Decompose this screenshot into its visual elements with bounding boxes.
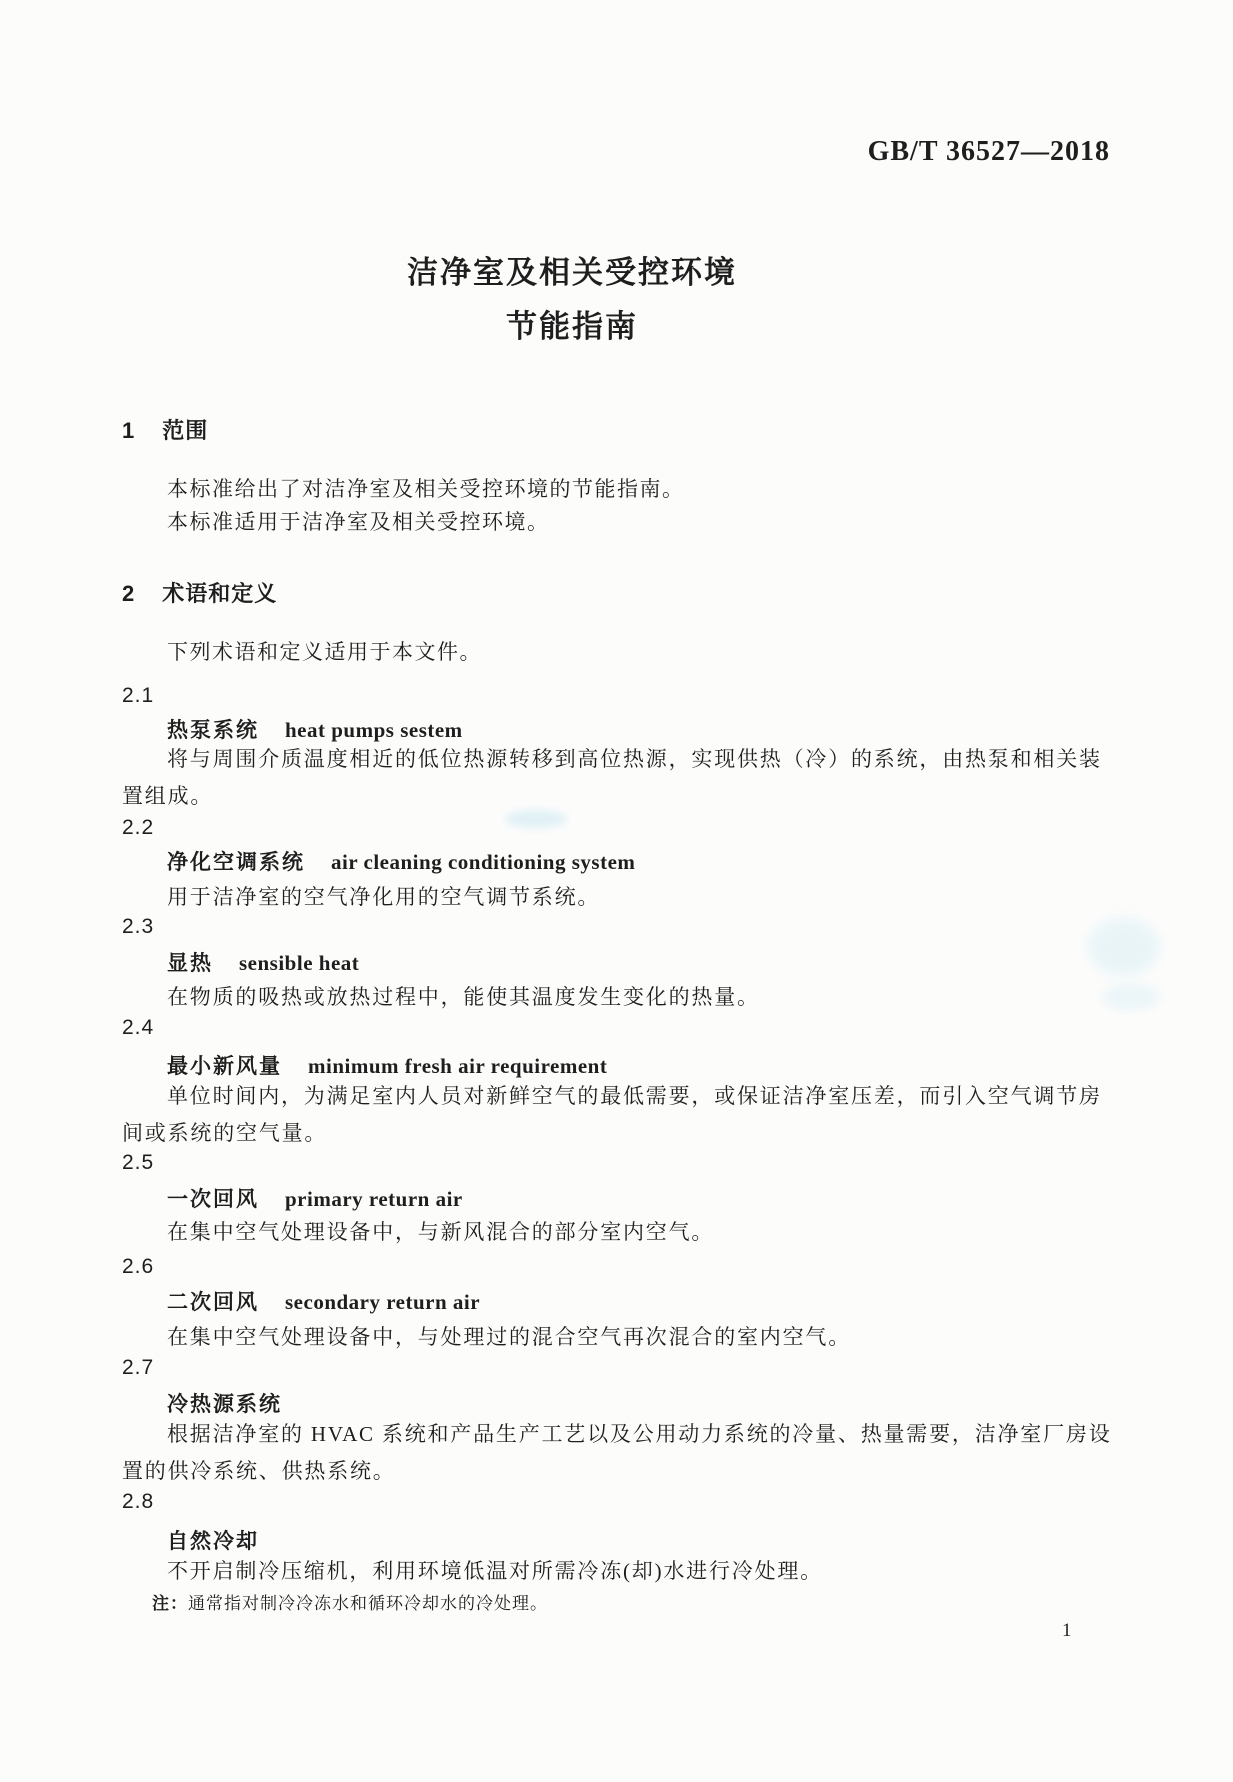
term-number: 2.4 [122, 1016, 155, 1039]
term-zh: 显热 [167, 952, 213, 975]
term-zh: 自然冷却 [167, 1530, 259, 1553]
term-note [152, 1589, 548, 1614]
term-heading [167, 1525, 259, 1555]
term-zh: 冷热源系统 [167, 1393, 282, 1416]
section-title: 范围 [162, 418, 209, 443]
term-heading [167, 1183, 463, 1213]
section-number: 1 [122, 418, 136, 443]
term-number: 2.6 [122, 1255, 155, 1278]
term-definition: 在集中空气处理设备中，与处理过的混合空气再次混合的室内空气。 [167, 1325, 851, 1349]
term-en: secondary return air [285, 1290, 481, 1314]
section-heading-terms [122, 577, 277, 608]
term-definition: 单位时间内，为满足室内人员对新鲜空气的最低需要，或保证洁净室压差，而引入空气调节房间或系统的空气量。 [122, 1084, 1102, 1145]
standard-code: GB/T 36527—2018 [867, 136, 1110, 167]
term-zh: 净化空调系统 [167, 851, 305, 874]
term-definition: 在集中空气处理设备中，与新风混合的部分室内空气。 [167, 1220, 715, 1244]
term-en: primary return air [285, 1187, 463, 1211]
page-number: 1 [1062, 1620, 1072, 1641]
term-definition: 用于洁净室的空气净化用的空气调节系统。 [167, 885, 601, 909]
term-heading [167, 714, 463, 744]
term-definition: 在物质的吸热或放热过程中，能使其温度发生变化的热量。 [167, 985, 760, 1009]
term-definition: 不开启制冷压缩机，利用环境低温对所需冷冻(却)水进行冷处理。 [167, 1559, 823, 1583]
term-number: 2.5 [122, 1151, 155, 1174]
term-en: air cleaning conditioning system [331, 850, 636, 874]
term-zh: 热泵系统 [167, 719, 259, 742]
terms-intro: 下列术语和定义适用于本文件。 [167, 640, 482, 664]
term-definition: 根据洁净室的 HVAC 系统和产品生产工艺以及公用动力系统的冷量、热量需要，洁净室厂房设置的供冷系统、供热系统。 [122, 1422, 1112, 1483]
scope-paragraphs [122, 473, 1114, 539]
term-heading [167, 846, 635, 876]
term-number: 2.8 [122, 1490, 155, 1513]
section-title: 术语和定义 [162, 581, 278, 606]
term-heading [167, 1388, 282, 1418]
document-title: 洁净室及相关受控环境 [407, 255, 737, 290]
term-heading [167, 947, 359, 977]
term-heading [167, 1050, 607, 1080]
document-subtitle: 节能指南 [506, 309, 638, 344]
term-zh: 一次回风 [167, 1188, 259, 1211]
scope-paragraph: 本标准适用于洁净室及相关受控环境。 [167, 510, 550, 534]
scope-paragraph: 本标准给出了对洁净室及相关受控环境的节能指南。 [167, 477, 685, 501]
term-en: minimum fresh air requirement [308, 1054, 608, 1078]
note-text: 通常指对制冷冷冻水和循环冷却水的冷处理。 [188, 1594, 548, 1613]
section-heading-scope [122, 414, 208, 445]
term-number: 2.1 [122, 684, 155, 707]
term-zh: 最小新风量 [167, 1055, 282, 1078]
term-en: sensible heat [239, 951, 360, 975]
term-en: heat pumps sestem [285, 718, 463, 742]
term-number: 2.7 [122, 1356, 155, 1379]
term-definition: 将与周围介质温度相近的低位热源转移到高位热源，实现供热（冷）的系统，由热泵和相关装置组成。 [122, 747, 1102, 808]
term-zh: 二次回风 [167, 1291, 259, 1314]
term-number: 2.3 [122, 915, 155, 938]
section-number: 2 [122, 581, 136, 606]
note-label: 注： [152, 1594, 188, 1613]
scan-smudge [1088, 918, 1160, 976]
term-number: 2.2 [122, 816, 155, 839]
term-heading [167, 1286, 480, 1316]
